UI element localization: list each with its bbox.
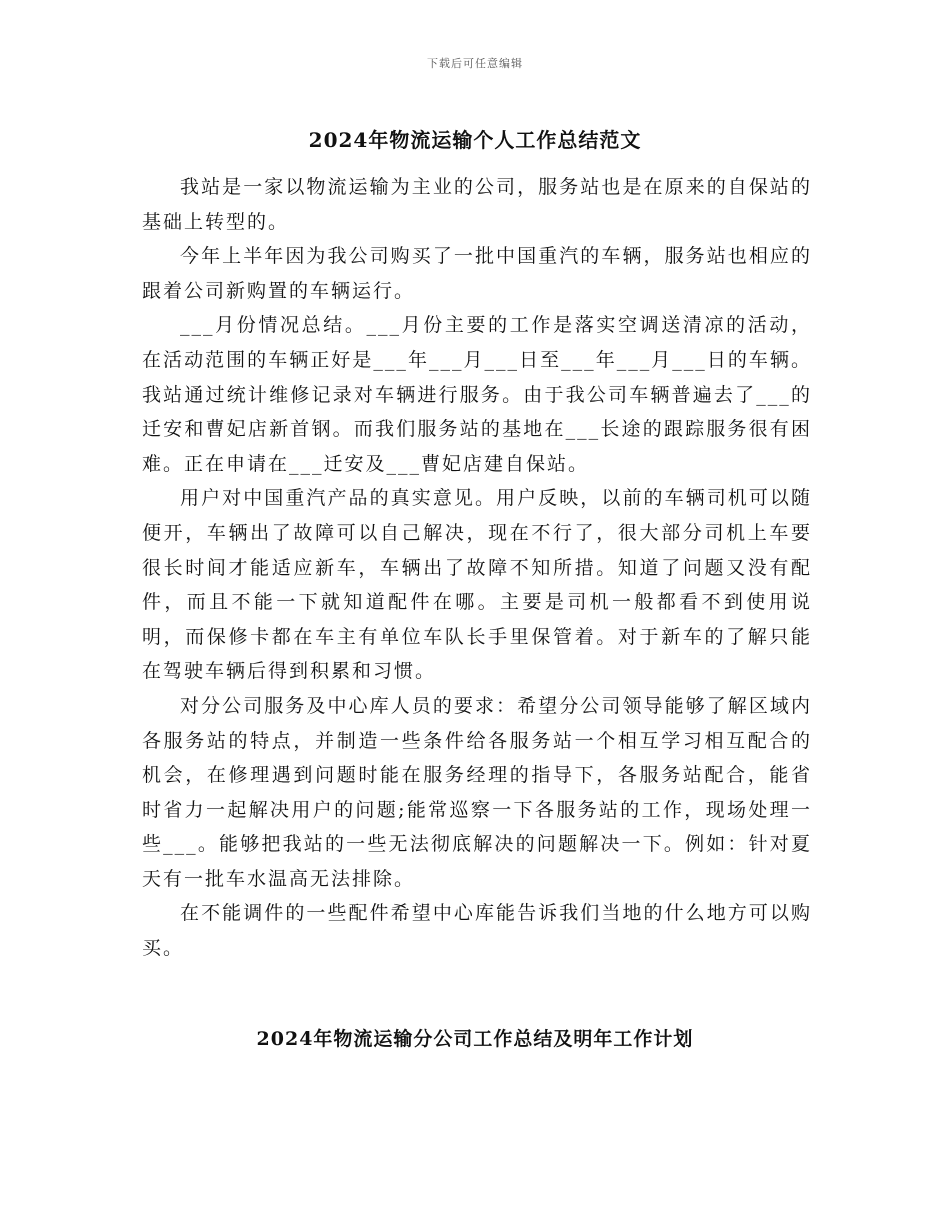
section-title: 2024年物流运输分公司工作总结及明年工作计划 — [256, 1028, 694, 1050]
document-title: 2024年物流运输个人工作总结范文 — [308, 128, 642, 152]
paragraph: 用户对中国重汽产品的真实意见。用户反映，以前的车辆司机可以随便开，车辆出了故障可以自己解决，现在不行了，很大部分司机上车要很长时间才能适应新车，车辆出了故障不知所措。知道了问题又没有配件，而且不能一下就知道配件在哪。主要是司机一般都看不到使用说明，而保修卡都在车主有单位车队长手里保管着。对于新车的了解只能在驾驶车辆后得到积累和习惯。 — [142, 487, 812, 683]
paragraph: 今年上半年因为我公司购买了一批中国重汽的车辆，服务站也相应的跟着公司新购置的车辆运行。 — [142, 245, 812, 302]
paragraph: 对分公司服务及中心库人员的要求：希望分公司领导能够了解区域内各服务站的特点，并制造一些条件给各服务站一个相互学习相互配合的机会，在修理遇到问题时能在服务经理的指导下，各服务站配合，能省时省力一起解决用户的问题;能常巡察一下各服务站的工作，现场处理一些___。能够把我站的一些无法彻底解决的问题解决一下。例如：针对夏天有一批车水温高无法排除。 — [142, 694, 812, 890]
document-body — [142, 170, 812, 966]
paragraph: ___月份情况总结。___月份主要的工作是落实空调送清凉的活动，在活动范围的车辆正好是___年___月___日至___年___月___日的车辆。我站通过统计维修记录对车辆进行服务。由于我公司车辆普遍去了___的迁安和曹妃店新首钢。而我们服务站的基地在___长途的跟踪服务很有困难。正在申请在___迁安及___曹妃店建自保站。 — [142, 314, 812, 475]
paragraph: 在不能调件的一些配件希望中心库能告诉我们当地的什么地方可以购买。 — [142, 902, 812, 960]
paragraph: 我站是一家以物流运输为主业的公司，服务站也是在原来的自保站的基础上转型的。 — [142, 176, 812, 233]
header-note: 下载后可任意编辑 — [427, 57, 523, 70]
